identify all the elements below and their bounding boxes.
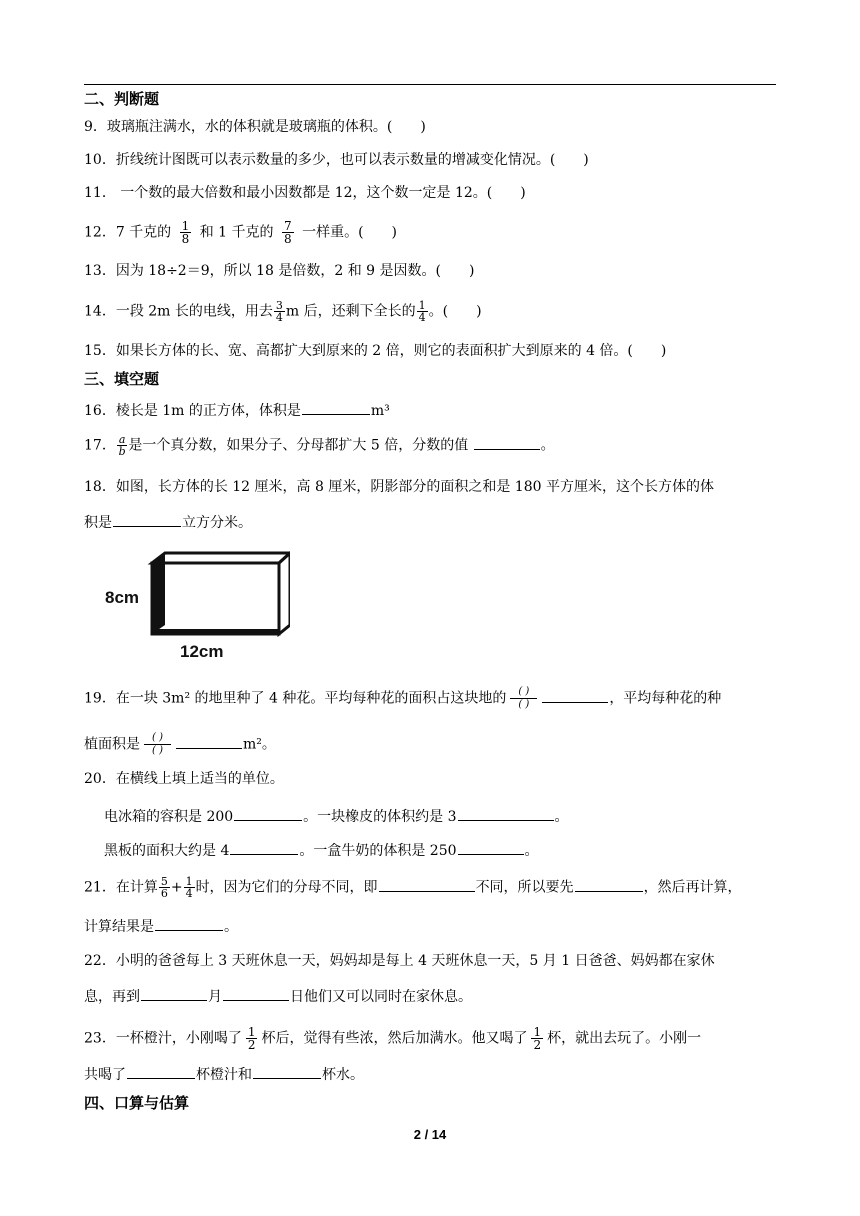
page-number: 2 / 14 <box>413 1127 447 1142</box>
fraction-7-8: $\frac{7}{8}$ <box>283 219 292 246</box>
answer-blank[interactable] <box>458 806 554 821</box>
question-19-line1 <box>84 686 721 711</box>
q22-text-c: 日他们又可以同时在家休息。 <box>290 989 472 1005</box>
height-label: 8cm <box>105 588 140 607</box>
q17-text-c: 。 <box>540 437 555 454</box>
question-14 <box>84 300 482 323</box>
question-16 <box>84 400 390 420</box>
length-label: 12cm <box>180 642 224 661</box>
question-18-line1: 18．如图，长方体的长 12 厘米，高 8 厘米，阴影部分的面积之和是 180 平方厘米，这个长方体的体 <box>84 479 714 495</box>
answer-blank[interactable] <box>302 400 370 415</box>
q18-text-a: 积是 <box>84 515 112 531</box>
q19-text-b: ，平均每种花的种 <box>609 690 722 707</box>
shaded-face-bottom <box>152 629 279 635</box>
question-9: 9．玻璃瓶注满水，水的体积就是玻璃瓶的体积。( ) <box>84 119 426 135</box>
top-rule <box>84 84 776 85</box>
q20-text-r1c: 。 <box>554 809 569 825</box>
q21-text-a: 21．在计算 <box>84 879 158 896</box>
question-18-line2 <box>84 512 252 532</box>
question-15: 15．如果长方体的长、宽、高都扩大到原来的 2 倍，则它的表面积扩大到原来的 4 倍。( ) <box>84 343 667 359</box>
answer-blank[interactable] <box>127 1064 195 1079</box>
q23-text-f: 杯水。 <box>322 1067 364 1083</box>
question-13: 13．因为 18÷2＝9，所以 18 是倍数，2 和 9 是因数。( ) <box>84 263 475 279</box>
q20-text-r1b: 。一块橡皮的体积约是 3 <box>303 809 457 825</box>
top-face <box>152 553 290 563</box>
q20-text-r1a: 电冰箱的容积是 200 <box>104 809 234 825</box>
answer-blank[interactable] <box>155 916 223 931</box>
q16-text-a: 16．棱长是 1m 的正方体，体积是 <box>84 403 301 419</box>
fraction-a-b: $\frac{a}{b}$ <box>118 433 126 458</box>
q18-text-b: 立方分米。 <box>182 515 252 531</box>
q17-text-a: 17． <box>84 437 116 454</box>
fraction-blank: $\frac{( )}{( )}$ <box>144 732 171 757</box>
answer-blank[interactable] <box>474 435 540 450</box>
q16-text-b: m³ <box>370 403 390 419</box>
section-heading-oral: 四、口算与估算 <box>84 1094 190 1112</box>
plus-sign: + <box>170 879 183 896</box>
q20-text-r2b: 。一盒牛奶的体积是 250 <box>299 843 457 859</box>
q23-text-b: 杯后，觉得有些浓，然后加满水。他又喝了 <box>261 1030 528 1047</box>
question-21-line2 <box>84 916 238 936</box>
q20-text-r2a: 黑板的面积大约是 4 <box>104 843 230 859</box>
q22-text-a: 息，再到 <box>84 989 140 1005</box>
right-face <box>279 553 290 634</box>
question-20-row1 <box>104 806 569 826</box>
answer-blank[interactable] <box>141 986 207 1001</box>
fraction-1-4: $\frac{1}{4}$ <box>418 299 426 324</box>
question-22-line2 <box>84 986 472 1006</box>
question-17 <box>84 434 555 457</box>
cuboid-figure <box>100 545 290 665</box>
answer-blank[interactable] <box>458 840 524 855</box>
q21-text-e: 计算结果是 <box>84 919 154 935</box>
q23-text-e: 杯橙汁和 <box>196 1067 252 1083</box>
answer-blank[interactable] <box>542 688 608 703</box>
q12-text-c: 一样重。( ) <box>302 224 398 241</box>
fraction-1-4: $\frac{1}{4}$ <box>185 875 193 900</box>
fraction-3-4: $\frac{3}{4}$ <box>275 299 283 324</box>
answer-blank[interactable] <box>253 1064 321 1079</box>
question-22-line1: 22．小明的爸爸每上 3 天班休息一天，妈妈却是每上 4 天班休息一天，5 月 1 日爸爸、妈妈都在家休 <box>84 953 715 969</box>
q17-text-b: 是一个真分数，如果分子、分母都扩大 5 倍，分数的值 <box>128 437 469 454</box>
question-20-title: 20．在横线上填上适当的单位。 <box>84 771 284 787</box>
answer-blank[interactable] <box>379 877 475 892</box>
q23-text-c: 杯，就出去玩了。小刚一 <box>547 1030 702 1047</box>
question-20-row2 <box>104 840 539 860</box>
answer-blank[interactable] <box>113 512 181 527</box>
q21-text-f: 。 <box>224 919 238 935</box>
question-23-line1 <box>84 1026 701 1051</box>
answer-blank[interactable] <box>176 734 242 749</box>
front-face <box>152 563 279 634</box>
q19-text-d: m²。 <box>242 736 276 753</box>
answer-blank[interactable] <box>223 986 289 1001</box>
q23-text-a: 23．一杯橙汁，小刚喝了 <box>84 1030 242 1047</box>
question-23-line2 <box>84 1064 364 1084</box>
q22-text-b: 月 <box>208 989 222 1005</box>
question-19-line2 <box>84 732 276 757</box>
answer-blank[interactable] <box>575 877 643 892</box>
answer-blank[interactable] <box>230 840 298 855</box>
q14-text-a: 14．一段 2m 长的电线，用去 <box>84 303 273 320</box>
q12-text-b: 和 1 千克的 <box>199 224 274 241</box>
fraction-1-2: $\frac{1}{2}$ <box>247 1025 256 1052</box>
q21-text-d: ，然后再计算， <box>643 879 742 896</box>
question-12 <box>84 220 397 245</box>
q19-text-c: 植面积是 <box>84 736 140 753</box>
fraction-5-6: $\frac{5}{6}$ <box>160 875 168 900</box>
q12-text-a: 12．7 千克的 <box>84 224 172 241</box>
section-heading-judge: 二、判断题 <box>84 90 160 108</box>
cuboid-drawing <box>100 545 290 665</box>
q20-text-r2c: 。 <box>524 843 539 859</box>
q21-text-b: 时，因为它们的分母不同，即 <box>195 879 378 896</box>
q19-text-a: 19．在一块 3m² 的地里种了 4 种花。平均每种花的面积占这块地的 <box>84 690 507 707</box>
shaded-face-left <box>152 553 165 634</box>
question-21-line1 <box>84 876 742 899</box>
question-10: 10．折线统计图既可以表示数量的多少，也可以表示数量的增减变化情况。( ) <box>84 152 589 168</box>
q14-text-c: 。( ) <box>428 303 482 320</box>
fraction-1-8: $\frac{1}{8}$ <box>181 219 190 246</box>
fraction-blank: $\frac{( )}{( )}$ <box>510 686 537 711</box>
fraction-1-2: $\frac{1}{2}$ <box>533 1025 542 1052</box>
question-11: 11． 一个数的最大倍数和最小因数都是 12，这个数一定是 12。( ) <box>84 185 526 201</box>
answer-blank[interactable] <box>234 806 302 821</box>
section-heading-fill: 三、填空题 <box>84 370 160 388</box>
q23-text-d: 共喝了 <box>84 1067 126 1083</box>
q21-text-c: 不同，所以要先 <box>475 879 574 896</box>
q14-text-b: m 后，还剩下全长的 <box>285 303 416 320</box>
